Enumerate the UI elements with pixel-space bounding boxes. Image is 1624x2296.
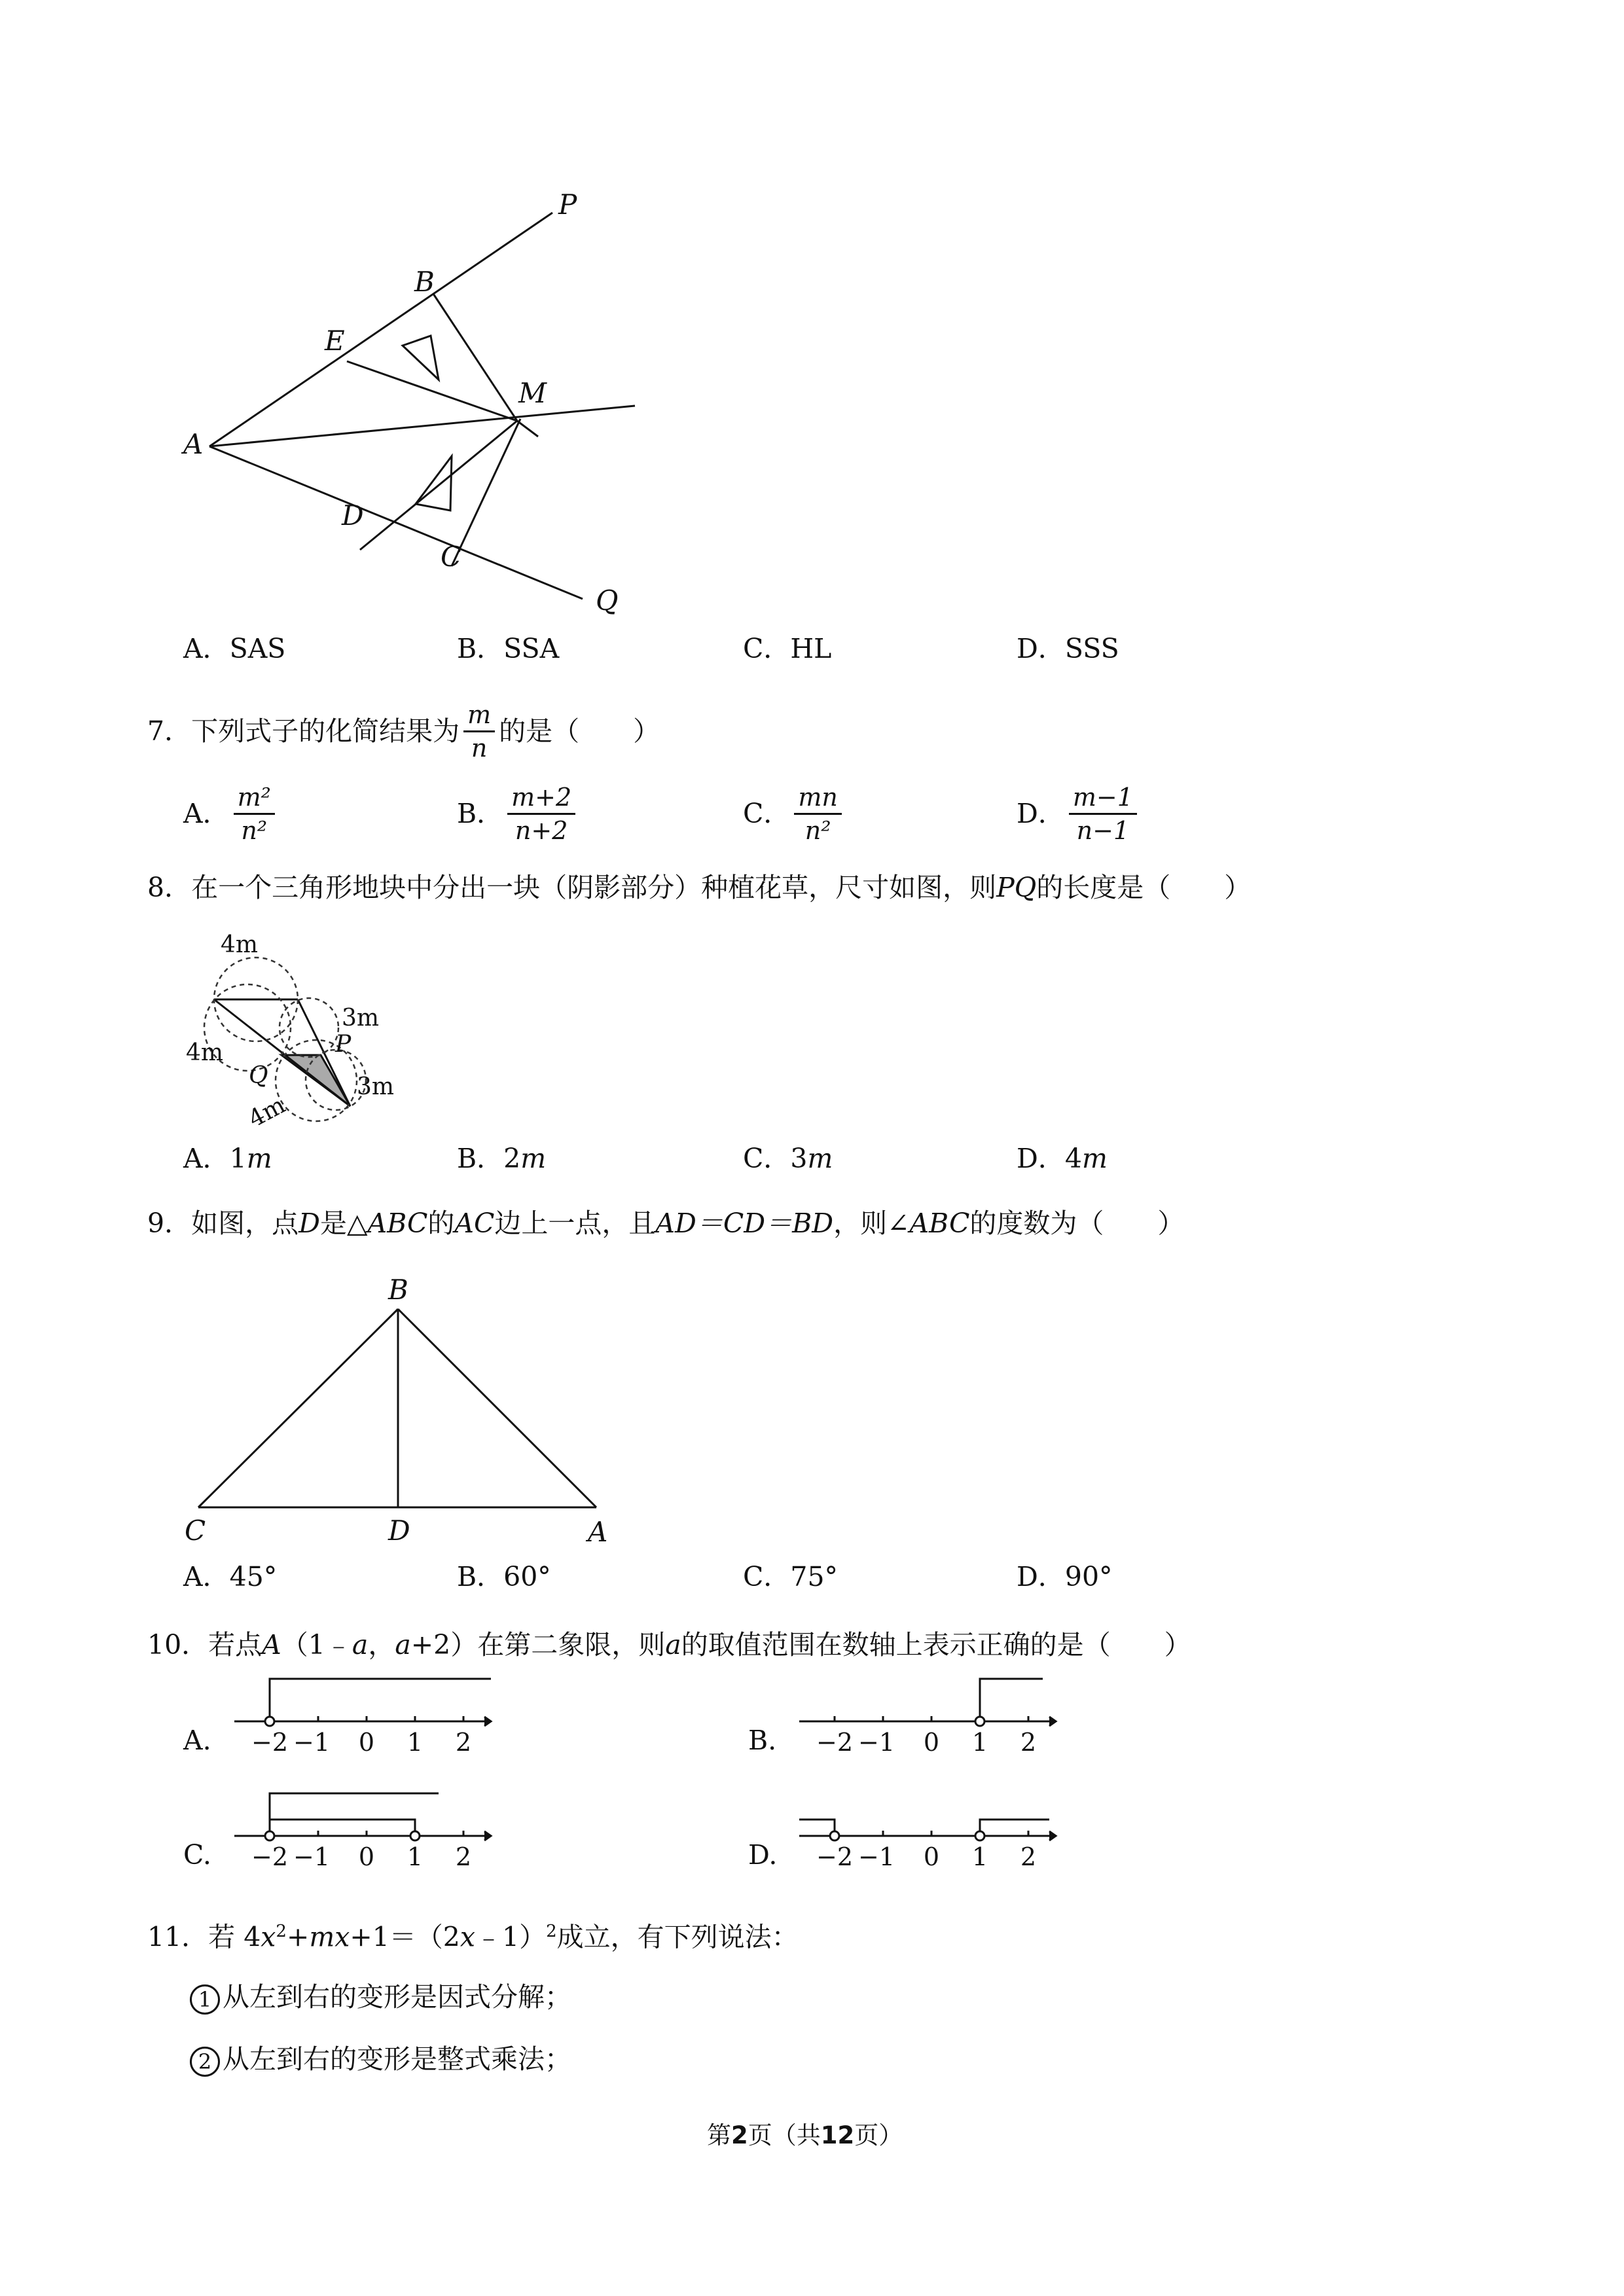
q10-option-d-letter[interactable]: D. xyxy=(748,1839,778,1871)
tick-label: 0 xyxy=(358,1842,375,1869)
q11-var: x xyxy=(460,1921,475,1953)
q8-figure-svg xyxy=(177,920,452,1136)
label-c: C xyxy=(441,541,462,573)
tick-label: −1 xyxy=(293,1728,331,1754)
q9-option-a[interactable] xyxy=(183,1560,277,1594)
q9-option-c[interactable] xyxy=(743,1560,838,1594)
option-letter: B． xyxy=(457,633,504,664)
fraction-denominator: n+2 xyxy=(514,816,568,845)
q6-option-b[interactable] xyxy=(457,632,559,666)
tick-label: 2 xyxy=(455,1728,472,1754)
tick-label: 2 xyxy=(1020,1842,1037,1869)
fraction-denominator: n xyxy=(471,733,488,762)
q7-option-a[interactable] xyxy=(183,778,279,850)
q11-text: + xyxy=(286,1921,310,1953)
tick-label: 1 xyxy=(971,1728,988,1754)
q8-option-b[interactable] xyxy=(457,1141,546,1175)
label-p: P xyxy=(335,1031,352,1058)
q10-var: a xyxy=(395,1629,411,1660)
circled-number: 2 xyxy=(190,2047,220,2077)
q9-option-b[interactable] xyxy=(457,1560,551,1594)
option-letter: C． xyxy=(743,1143,791,1174)
solution-bracket xyxy=(980,1679,1043,1721)
label-e: E xyxy=(325,325,345,357)
tick-label: −2 xyxy=(816,1728,854,1754)
solution-bracket-lower xyxy=(270,1820,415,1836)
axis-arrow xyxy=(484,1717,491,1726)
tick-label: −1 xyxy=(857,1728,895,1754)
ruler-c-edge xyxy=(452,419,520,566)
q8-option-c[interactable] xyxy=(743,1141,833,1175)
axis-arrow xyxy=(484,1831,491,1840)
q10-var: A xyxy=(262,1629,281,1660)
q6-option-d[interactable] xyxy=(1017,632,1119,666)
q10-text: 若点 xyxy=(208,1629,262,1660)
option-text: 60° xyxy=(503,1561,551,1592)
q9-var: ABC xyxy=(367,1208,428,1239)
option-letter: A． xyxy=(183,1561,230,1592)
fraction-numerator: m² xyxy=(234,783,275,815)
label-right-3m: 3m xyxy=(342,1005,380,1031)
option-letter: C． xyxy=(743,1561,791,1592)
label-a: A xyxy=(588,1516,608,1548)
option-text: HL xyxy=(790,633,832,664)
q6-option-a[interactable] xyxy=(183,632,285,666)
label-p: P xyxy=(558,193,577,221)
fraction-numerator: m xyxy=(463,700,495,732)
q10-option-d-numberline[interactable] xyxy=(794,1784,1069,1869)
option-letter: A． xyxy=(183,798,230,829)
question-number: 7． xyxy=(147,715,192,747)
option-text: SSS xyxy=(1064,633,1119,664)
option-letter: D． xyxy=(1017,1143,1065,1174)
option-text: 45° xyxy=(229,1561,278,1592)
tick-label: −1 xyxy=(857,1842,895,1869)
q10-option-c-numberline[interactable] xyxy=(229,1784,504,1869)
q10-option-b-numberline[interactable] xyxy=(794,1669,1069,1754)
option-letter: A． xyxy=(183,633,230,664)
q11-exponent: 2 xyxy=(546,1922,557,1941)
option-value: 4 xyxy=(1064,1143,1082,1174)
option-letter: D． xyxy=(1017,798,1065,829)
numberline-svg xyxy=(794,1784,1069,1869)
open-point xyxy=(975,1831,984,1840)
q11-text: 成立，有下列说法： xyxy=(556,1921,799,1953)
q11-text: 若 4 xyxy=(208,1921,261,1953)
q10-text: +2）在第二象限，则 xyxy=(410,1629,666,1660)
tick-label: 1 xyxy=(406,1728,424,1754)
fraction-denominator: n² xyxy=(241,816,268,845)
q11-statement-2 xyxy=(190,2042,571,2077)
label-left-4m: 4m xyxy=(186,1039,224,1066)
option-letter: D． xyxy=(1017,633,1065,664)
q9-var: D xyxy=(298,1208,320,1239)
q6-figure-svg xyxy=(177,193,674,625)
label-b: B xyxy=(414,266,435,298)
q10-option-a-numberline[interactable] xyxy=(229,1669,504,1754)
option-letter: D． xyxy=(1017,1561,1065,1592)
footer-page-number: 2 xyxy=(731,2121,748,2149)
q7-target-fraction xyxy=(463,700,495,762)
page-footer xyxy=(707,2115,903,2151)
q11-exponent: 2 xyxy=(276,1922,287,1941)
q8-option-a[interactable] xyxy=(183,1141,272,1175)
q10-stem xyxy=(147,1628,1191,1662)
side-cb xyxy=(198,1309,398,1507)
question-number: 10． xyxy=(147,1629,209,1660)
q11-text: ﹣1） xyxy=(475,1921,547,1953)
q9-figure xyxy=(170,1260,628,1554)
statement-text: 从左到右的变形是因式分解； xyxy=(223,1981,571,2013)
open-point xyxy=(410,1831,420,1840)
footer-text: 第 xyxy=(707,2121,731,2149)
option-text: 90° xyxy=(1064,1561,1113,1592)
q8-stem xyxy=(147,870,1251,905)
q9-text: 的 xyxy=(427,1208,455,1239)
numberline-svg xyxy=(794,1669,1069,1754)
option-value: 2 xyxy=(503,1143,521,1174)
ruler-b-edge xyxy=(433,294,517,421)
ray-ap xyxy=(209,213,552,446)
q11-statement-1 xyxy=(190,1980,571,2015)
open-point xyxy=(830,1831,839,1840)
solution-bracket-upper xyxy=(270,1793,439,1836)
footer-total-pages: 12 xyxy=(820,2121,855,2149)
label-d: D xyxy=(342,499,364,531)
option-unit: m xyxy=(1081,1143,1108,1174)
q9-stem xyxy=(147,1206,1184,1240)
q10-option-a-letter[interactable]: A. xyxy=(183,1725,211,1756)
question-number: 11． xyxy=(147,1921,209,1953)
question-number: 9． xyxy=(147,1208,192,1239)
statement-text: 从左到右的变形是整式乘法； xyxy=(223,2043,571,2075)
ruler-d-edge xyxy=(360,421,517,550)
q10-var: a xyxy=(352,1629,369,1660)
triangle-hole-lower xyxy=(416,456,452,511)
ray-aq xyxy=(209,446,583,599)
option-letter: A． xyxy=(183,1143,230,1174)
option-unit: m xyxy=(520,1143,547,1174)
q9-text: 如图，点 xyxy=(191,1208,299,1239)
label-q: Q xyxy=(249,1062,268,1089)
label-top-4m: 4m xyxy=(221,931,259,958)
q7-option-c[interactable] xyxy=(743,778,846,850)
fraction-numerator: m−1 xyxy=(1069,783,1137,815)
q9-figure-svg xyxy=(170,1260,628,1554)
label-a: A xyxy=(183,428,204,460)
label-d: D xyxy=(388,1515,410,1547)
q8-pq: PQ xyxy=(996,872,1037,903)
solution-bracket xyxy=(270,1679,491,1721)
label-bottom-4m: 4m xyxy=(244,1091,290,1133)
tick-label: −2 xyxy=(251,1728,289,1754)
q8-text-a: 在一个三角形地块中分出一块（阴影部分）种植花草，尺寸如图，则 xyxy=(191,872,997,903)
tick-label: 1 xyxy=(406,1842,424,1869)
q9-var: AC xyxy=(454,1208,495,1239)
q10-text: ， xyxy=(368,1629,395,1660)
footer-text: 页） xyxy=(854,2121,903,2149)
option-value: 3 xyxy=(790,1143,808,1174)
fraction-numerator: m+2 xyxy=(507,783,575,815)
footer-text: 页（共 xyxy=(748,2121,821,2149)
tick-label: 0 xyxy=(923,1842,940,1869)
q7-option-d[interactable] xyxy=(1017,778,1141,850)
q7-prefix: 下列式子的化简结果为 xyxy=(191,715,460,747)
q11-text: +1＝（2 xyxy=(350,1921,460,1953)
tick-label: 1 xyxy=(971,1842,988,1869)
open-point xyxy=(265,1831,274,1840)
option-letter: B． xyxy=(457,1143,504,1174)
option-letter: C． xyxy=(743,798,791,829)
label-right-bottom-3m: 3m xyxy=(357,1073,395,1100)
label-q: Q xyxy=(596,584,619,617)
q9-text: 的度数为（ ） xyxy=(969,1208,1185,1239)
circled-number: 1 xyxy=(190,1984,220,2015)
label-c: C xyxy=(185,1515,206,1547)
open-point xyxy=(975,1717,984,1726)
q11-var: x xyxy=(261,1921,276,1953)
q7-suffix: 的是（ ） xyxy=(499,715,660,747)
triangle-hole-upper xyxy=(403,336,439,380)
q7-stem xyxy=(147,695,660,767)
q10-option-c-letter[interactable]: C. xyxy=(183,1839,211,1871)
label-b: B xyxy=(388,1274,408,1306)
q9-text: 是△ xyxy=(319,1208,368,1239)
axis-arrow xyxy=(1049,1717,1056,1726)
fraction-denominator: n² xyxy=(804,816,831,845)
fraction-denominator: n−1 xyxy=(1076,816,1130,845)
numberline-svg xyxy=(229,1669,504,1754)
label-m: M xyxy=(518,377,547,409)
q6-figure xyxy=(177,193,674,625)
solution-bracket-left xyxy=(799,1820,835,1836)
q11-var: mx xyxy=(309,1921,350,1953)
q9-option-d[interactable] xyxy=(1017,1560,1113,1594)
tick-label: −2 xyxy=(251,1842,289,1869)
option-unit: m xyxy=(246,1143,272,1174)
tick-label: −2 xyxy=(816,1842,854,1869)
solution-bracket-right xyxy=(980,1820,1049,1836)
ruler-e-edge xyxy=(347,361,517,421)
q10-text: （1﹣ xyxy=(281,1629,352,1660)
numberline-svg xyxy=(229,1784,504,1869)
q10-option-b-letter[interactable]: B. xyxy=(748,1725,777,1756)
ray-am xyxy=(209,406,635,446)
open-point xyxy=(265,1717,274,1726)
option-value: 1 xyxy=(229,1143,247,1174)
axis-arrow xyxy=(1049,1831,1056,1840)
option-letter: B． xyxy=(457,1561,504,1592)
option-text: SAS xyxy=(229,633,286,664)
side-ba xyxy=(398,1309,596,1507)
q9-equation: AD＝CD＝BD xyxy=(655,1208,834,1239)
option-text: 75° xyxy=(790,1561,839,1592)
dashed-circle-right-top xyxy=(280,998,338,1057)
option-letter: B． xyxy=(457,798,504,829)
ruler-tip xyxy=(517,421,538,437)
tick-label: 2 xyxy=(455,1842,472,1869)
question-number: 8． xyxy=(147,872,192,903)
q6-option-c[interactable] xyxy=(743,632,831,666)
q10-var: a xyxy=(665,1629,681,1660)
q9-text: 边上一点，且 xyxy=(494,1208,656,1239)
q8-figure xyxy=(177,920,452,1136)
tick-label: 2 xyxy=(1020,1728,1037,1754)
tick-label: −1 xyxy=(293,1842,331,1869)
q7-option-b[interactable] xyxy=(457,778,579,850)
q8-option-d[interactable] xyxy=(1017,1141,1108,1175)
tick-label: 0 xyxy=(358,1728,375,1754)
option-text: SSA xyxy=(503,633,560,664)
q10-text: 的取值范围在数轴上表示正确的是（ ） xyxy=(681,1629,1191,1660)
option-letter: C． xyxy=(743,633,791,664)
q9-text: ，则∠ xyxy=(833,1208,910,1239)
q9-var: ABC xyxy=(909,1208,970,1239)
tick-label: 0 xyxy=(923,1728,940,1754)
option-unit: m xyxy=(807,1143,833,1174)
q8-text-b: 的长度是（ ） xyxy=(1036,872,1252,903)
fraction-numerator: mn xyxy=(794,783,842,815)
q11-stem xyxy=(147,1914,799,1954)
